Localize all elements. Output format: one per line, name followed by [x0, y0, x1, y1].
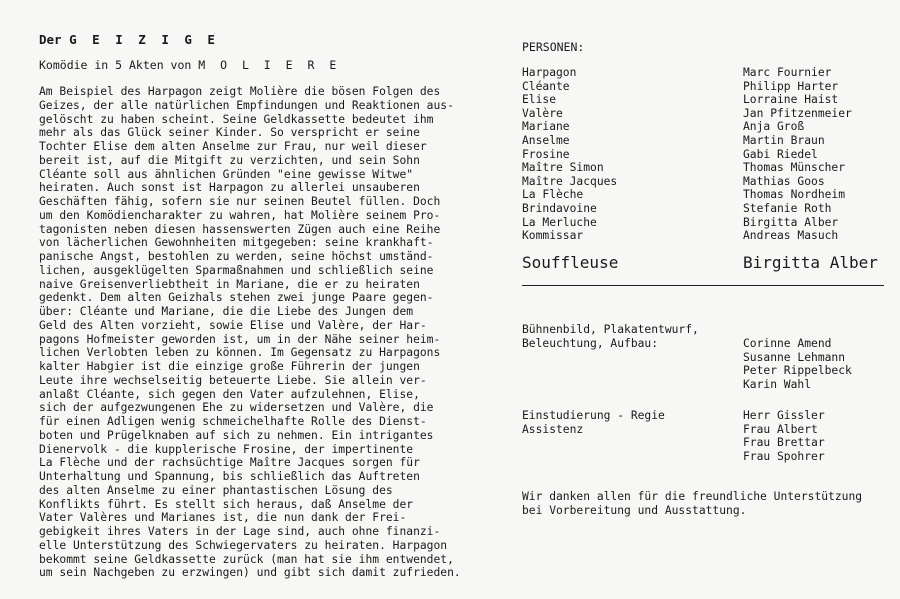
synopsis-line: bereit ist, auf die Mitgift zu verzichten, und sein Sohn: [39, 153, 420, 167]
credit-row: [522, 364, 892, 378]
credit-label: Bühnenbild, Plakatentwurf,: [522, 323, 699, 337]
credit-name: Herr Gissler: [743, 409, 825, 423]
subtitle-author: M O L I E R E: [198, 58, 341, 72]
title-prefix: Der: [39, 32, 62, 47]
role-name: Mariane: [522, 120, 570, 134]
actor-name: Mathias Goos: [743, 174, 825, 188]
synopsis-line: sich der aufgezwungenen Ehe zu widersetzen und Valère, die: [39, 401, 434, 415]
play-title: [39, 32, 479, 48]
actor-name: Lorraine Haist: [743, 93, 839, 107]
synopsis-line: tagonisten neben diesen hassenswerten Zügen auch eine Reihe: [39, 222, 441, 236]
role-name: La Flèche: [522, 188, 584, 202]
role-name: Anselme: [522, 133, 570, 147]
actor-name: Martin Braun: [743, 133, 825, 147]
synopsis-line: um den Komödiencharakter zu wahren, hat Molière seinem Pro-: [39, 208, 441, 222]
synopsis-line: heiraten. Auch sonst ist Harpagon zu allerlei unsauberen: [39, 181, 420, 195]
synopsis-line: pagons Hofmeister geworden ist, um in der Nähe seiner heim-: [39, 332, 441, 346]
credit-name: Peter Rippelbeck: [743, 364, 852, 378]
synopsis-line: anlaßt Cléante, sich gegen den Vater aufzulehnen, Elise,: [39, 387, 420, 401]
persons-heading: PERSONEN:: [522, 40, 585, 54]
cast-row: [522, 134, 892, 148]
actor-name: Marc Fournier: [743, 66, 832, 79]
actor-name: Thomas Münscher: [743, 161, 846, 175]
cast-row: [522, 202, 892, 216]
actor-name: Gabi Riedel: [743, 147, 818, 161]
crew-list: [522, 323, 892, 391]
cast-row: [522, 175, 892, 189]
cast-row: [522, 93, 892, 107]
synopsis-line: Geld des Alten vorzieht, sowie Elise und Valère, der Har-: [39, 318, 427, 332]
credit-row: [522, 351, 892, 365]
credit-name: Susanne Lehmann: [743, 350, 846, 364]
synopsis-line: Tochter Elise dem alten Anselme zur Frau, nur weil dieser: [39, 140, 427, 153]
actor-name: Birgitta Alber: [743, 215, 839, 229]
actor-name: Anja Groß: [743, 120, 805, 134]
program-column: [522, 40, 892, 518]
credit-label: Einstudierung - Regie: [522, 409, 665, 423]
synopsis-line: Cléante soll aus ähnlichen Gründen "eine gewisse Witwe": [39, 167, 414, 181]
credit-name: Karin Wahl: [743, 377, 812, 391]
synopsis-line: kalter Habgier ist die einzige große Führerin der jungen: [39, 360, 420, 373]
synopsis-line: Am Beispiel des Harpagon zeigt Molière die bösen Folgen des: [39, 85, 441, 98]
title-name: G E I Z I G E: [69, 32, 219, 47]
souffleuse-label: Souffleuse: [522, 252, 619, 272]
cast-list: [522, 66, 892, 243]
synopsis-line: mehr als das Glück seiner Kinder. So verspricht er seine: [39, 126, 420, 140]
synopsis-line: Dienervolk - die kupplerische Frosine, der impertinente: [39, 442, 414, 456]
role-name: Valère: [522, 106, 563, 120]
role-name: Kommissar: [522, 229, 584, 243]
synopsis-line: lichen, ausgeklügelten Sparmaßnahmen und schließlich seine: [39, 263, 434, 277]
actor-name: Philipp Harter: [743, 79, 839, 93]
actor-name: Andreas Masuch: [743, 229, 839, 243]
cast-row: [522, 66, 892, 80]
synopsis-line: Konflikts führt. Es stellt sich heraus, daß Anselme der: [39, 497, 414, 511]
souffleuse-row: [522, 252, 892, 272]
synopsis-line: naive Greisenverliebtheit in Mariane, die er zu heiraten: [39, 277, 420, 291]
synopsis-line: Geizes, der alle natürlichen Empfindungen und Reaktionen aus-: [39, 98, 454, 112]
role-name: La Merluche: [522, 215, 597, 229]
synopsis-line: gedenkt. Dem alten Geizhals stehen zwei junge Paare gegen-: [39, 291, 434, 305]
role-name: Cléante: [522, 79, 570, 93]
role-name: Frosine: [522, 147, 570, 161]
actor-name: Jan Pfitzenmeier: [743, 106, 852, 120]
cast-row: [522, 120, 892, 134]
credit-label: Assistenz: [522, 422, 584, 436]
divider-line: [522, 285, 884, 286]
cast-row: [522, 107, 892, 121]
credit-row: [522, 409, 892, 423]
synopsis-line: des alten Anselme zu einer phantastischen Lösung des: [39, 483, 393, 497]
actor-name: Stefanie Roth: [743, 201, 832, 215]
synopsis-line: panische Angst, bestohlen zu werden, seine höchst umständ-: [39, 250, 434, 263]
credit-label: Beleuchtung, Aufbau:: [522, 336, 659, 350]
synopsis-column: [39, 32, 479, 580]
cast-row: [522, 161, 892, 175]
credit-name: Corinne Amend: [743, 336, 832, 350]
synopsis-line: für einen Adligen wenig schmeichelhafte Rolle des Dienst-: [39, 415, 427, 428]
cast-row: [522, 80, 892, 94]
thanks-note: [522, 490, 892, 518]
thanks-line: Wir danken allen für die freundliche Unterstützung: [522, 489, 863, 503]
synopsis-text: [39, 85, 479, 580]
role-name: Brindavoine: [522, 201, 597, 215]
credit-name: Frau Spohrer: [743, 450, 825, 464]
subtitle-text: Komödie in 5 Akten von: [39, 58, 192, 72]
synopsis-line: La Flèche und der rachsüchtige Maître Jacques sorgen für: [39, 456, 420, 470]
cast-row: [522, 216, 892, 230]
credit-name: Frau Albert: [743, 422, 818, 436]
synopsis-line: Geschäften fähig, sofern sie nur seinen Beutel füllen. Doch: [39, 195, 441, 208]
synopsis-line: Leute ihre wechselseitig beteuerte Liebe. Sie allein ver-: [39, 373, 427, 387]
role-name: Maître Jacques: [522, 174, 618, 188]
play-subtitle: [39, 57, 479, 73]
role-name: Elise: [522, 93, 557, 107]
role-name: Harpagon: [522, 66, 577, 79]
actor-name: Thomas Nordheim: [743, 188, 846, 202]
thanks-line: bei Vorbereitung und Ausstattung.: [522, 503, 747, 517]
synopsis-line: gelöscht zu haben scheint. Seine Geldkassette bedeutet ihm: [39, 112, 434, 126]
credit-row: [522, 378, 892, 392]
credit-row: [522, 450, 892, 464]
synopsis-line: Unterhaltung und Spannung, bis schließlich das Auftreten: [39, 470, 420, 483]
souffleuse-name: Birgitta Alber: [743, 252, 878, 272]
synopsis-line: gebigkeit ihres Vaters in der Lage sind, auch ohne finanzi-: [39, 525, 441, 538]
cast-row: [522, 148, 892, 162]
synopsis-line: über: Cléante und Mariane, die die Liebe des Jungen dem: [39, 305, 414, 318]
role-name: Maître Simon: [522, 161, 604, 175]
credit-name: Frau Brettar: [743, 436, 825, 450]
synopsis-line: elle Unterstützung des Schwiegervaters zu heiraten. Harpagon: [39, 538, 448, 552]
cast-row: [522, 229, 892, 243]
cast-row: [522, 188, 892, 202]
synopsis-line: um sein Nachgeben zu erzwingen) und gibt sich damit zufrieden.: [39, 566, 461, 580]
credit-row: [522, 337, 892, 351]
direction-list: [522, 409, 892, 463]
synopsis-line: bekommt seine Geldkassette zurück (man hat sie ihm entwendet,: [39, 552, 454, 566]
synopsis-line: boten und Prügelknaben auf sich zu nehmen. Ein intrigantes: [39, 428, 434, 442]
synopsis-line: Vater Valères und Marianes ist, die nun dank der Frei-: [39, 511, 407, 525]
credit-row: [522, 423, 892, 437]
credit-row: [522, 323, 892, 337]
credit-row: [522, 436, 892, 450]
synopsis-line: von lächerlichen Gewohnheiten mitgegeben: seine krankhaft-: [39, 236, 434, 250]
synopsis-line: lichen Verlobten leben zu können. Im Gegensatz zu Harpagons: [39, 346, 441, 360]
